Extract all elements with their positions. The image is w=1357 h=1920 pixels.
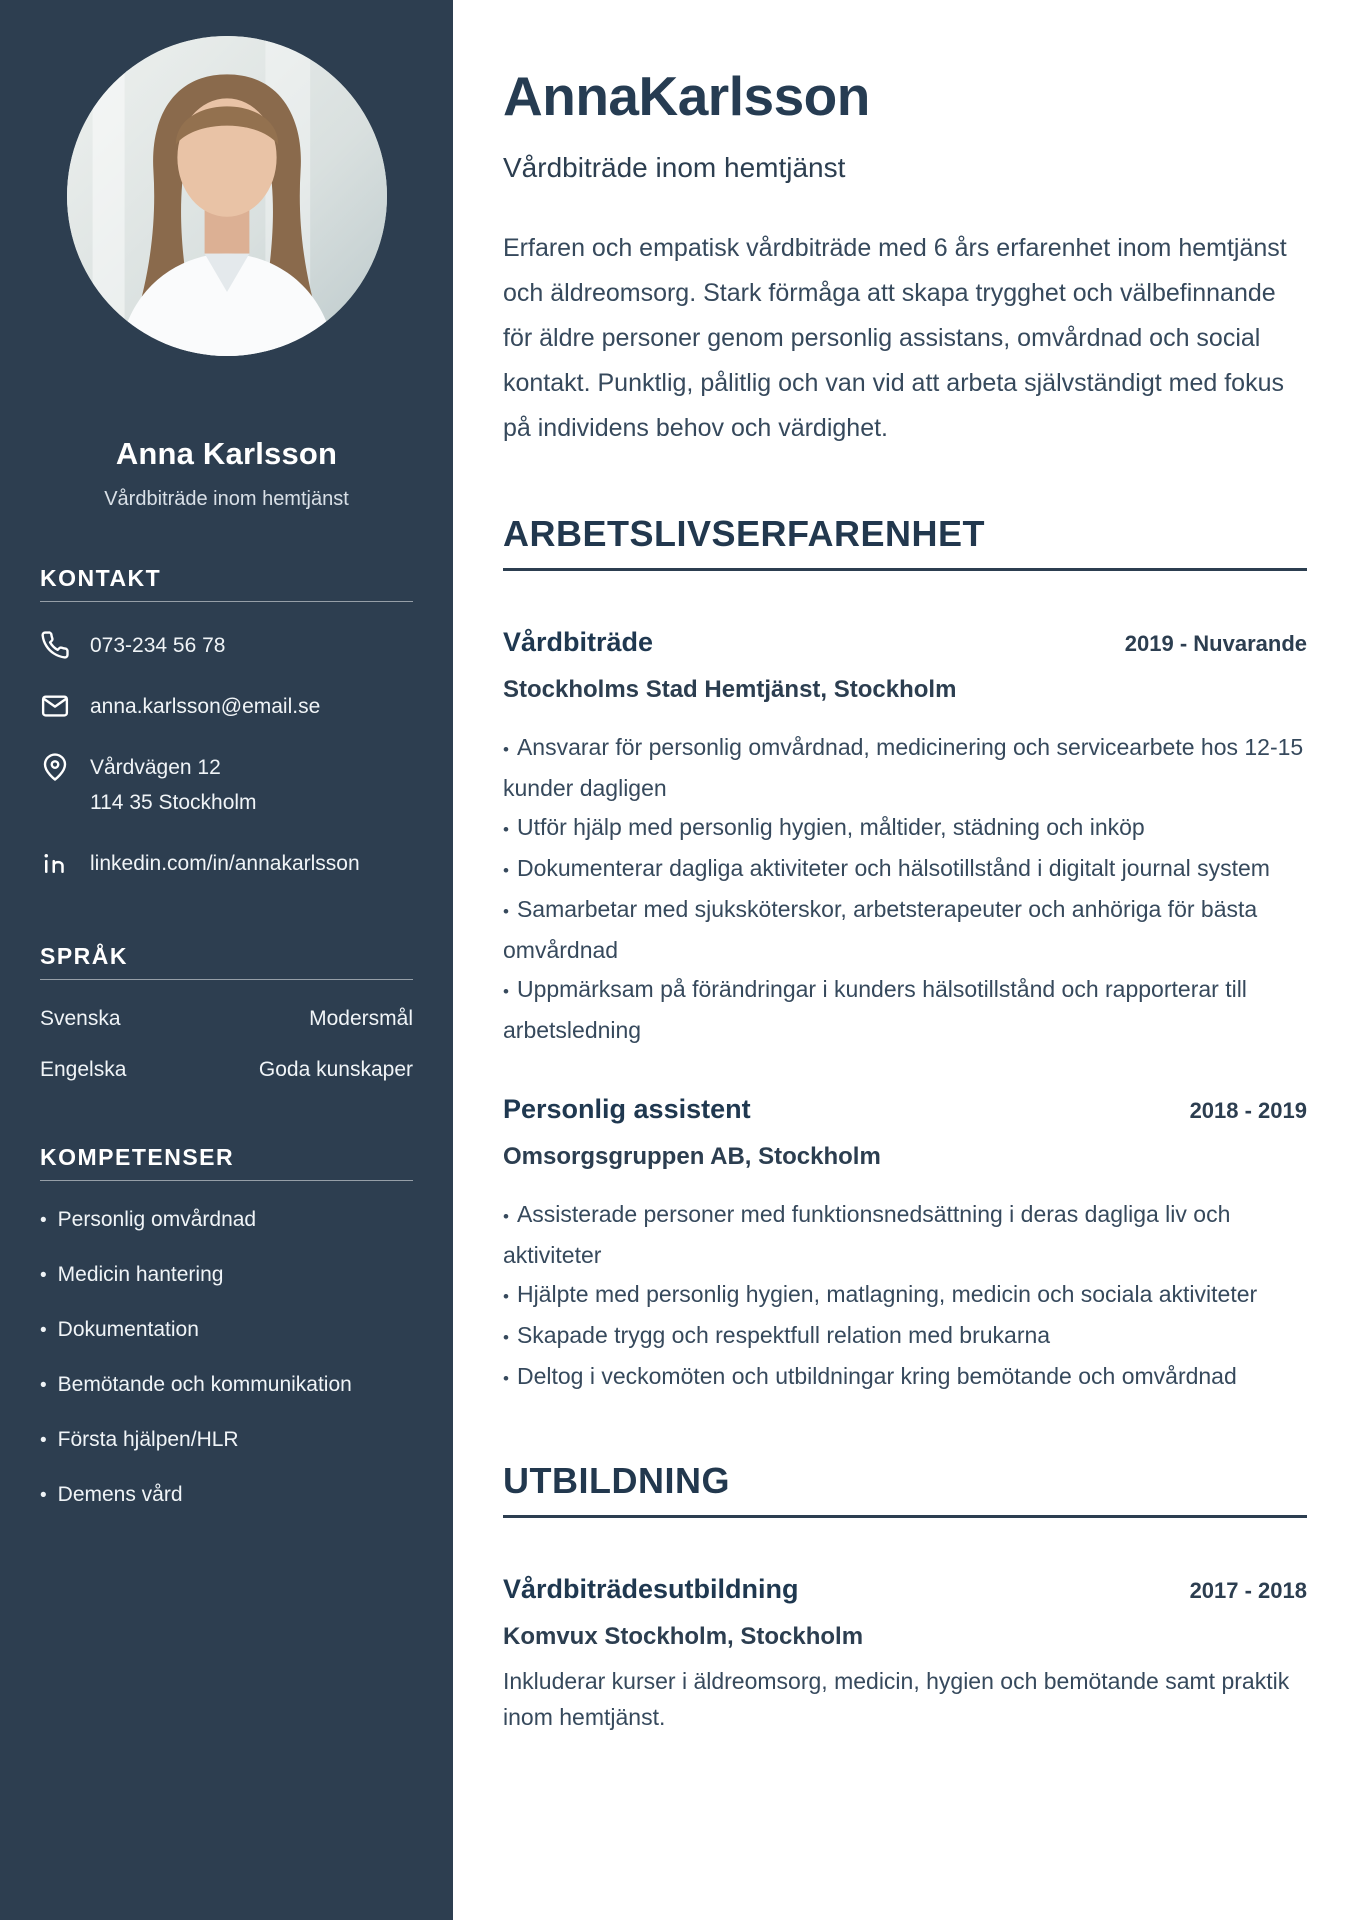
- contact-email-row: [40, 689, 413, 724]
- job-bullet-text: Assisterade personer med funktionsnedsättning i deras dagliga liv och aktiviteter: [503, 1201, 1231, 1268]
- contact-email: anna.karlsson@email.se: [90, 695, 321, 718]
- bullet-icon: •: [40, 1430, 47, 1451]
- page-title: AnnaKarlsson: [503, 65, 870, 127]
- education-item: [503, 1574, 1307, 1735]
- job-bullet: [503, 970, 1307, 1050]
- phone-icon: [40, 630, 72, 662]
- education-description: Inkluderar kurser i äldreomsorg, medicin, hygien och bemötande samt praktik inom hemtjänst.: [503, 1668, 1290, 1730]
- skills-heading: KOMPETENSER: [40, 1144, 413, 1181]
- language-row: [40, 1058, 413, 1082]
- job-title: Personlig assistent: [503, 1094, 751, 1124]
- profile-summary: Erfaren och empatisk vårdbiträde med 6 års erfarenhet inom hemtjänst och äldreomsorg. Stark förmåga att skapa trygghet och välbefinnande för äldre personer genom personlig assistans, omvårdnad och social kontakt. Punktlig, pålitlig och van vid att arbeta självständigt med fokus på individens behov och värdighet.: [503, 234, 1287, 442]
- skill-item: [40, 1314, 413, 1346]
- experience-heading: ARBETSLIVSERFARENHET: [503, 513, 1307, 571]
- job-title: Vårdbiträde: [503, 627, 654, 657]
- experience-item: [503, 1094, 1307, 1398]
- experience-item-header: [503, 627, 1307, 658]
- job-bullet: [503, 1195, 1307, 1275]
- skill-label: Bemötande och kommunikation: [57, 1373, 352, 1396]
- contact-phone-row: [40, 628, 413, 663]
- bullet-icon: •: [40, 1210, 47, 1231]
- experience-item: [503, 627, 1307, 1050]
- bullet-icon: •: [503, 902, 509, 921]
- job-bullet-text: Samarbetar med sjuksköterskor, arbetsterapeuter och anhöriga för bästa omvårdnad: [503, 896, 1258, 963]
- contact-linkedin-row: [40, 846, 413, 881]
- contact-phone: 073-234 56 78: [90, 634, 226, 657]
- profile-photo-illustration: [67, 36, 387, 356]
- skill-label: Medicin hantering: [57, 1263, 224, 1286]
- sidebar-name: Anna Karlsson: [115, 436, 338, 471]
- job-bullet-text: Uppmärksam på förändringar i kunders hälsotillstånd och rapporterar till arbetsledning: [503, 976, 1247, 1043]
- contact-address: [90, 750, 257, 820]
- skill-item: [40, 1204, 413, 1236]
- email-icon: [40, 691, 72, 723]
- languages-list: [40, 1007, 413, 1082]
- skill-label: Demens vård: [57, 1483, 183, 1506]
- languages-heading: SPRÅK: [40, 943, 413, 980]
- skills-list: [40, 1204, 413, 1511]
- job-bullet-list: [503, 728, 1307, 1050]
- bullet-icon: •: [40, 1265, 47, 1286]
- education-section: [503, 1460, 1307, 1735]
- experience-section: [503, 513, 1307, 1398]
- main-content: [453, 0, 1357, 1920]
- job-bullet: [503, 849, 1307, 890]
- contact-address-line2: 114 35 Stockholm: [90, 791, 257, 814]
- education-item-header: [503, 1574, 1307, 1605]
- sidebar-job-title: Vårdbiträde inom hemtjänst: [104, 488, 349, 510]
- education-title: Vårdbiträdesutbildning: [503, 1574, 799, 1604]
- job-period: 2019 - Nuvarande: [1124, 631, 1307, 656]
- bullet-icon: •: [503, 740, 509, 759]
- job-bullet-list: [503, 1195, 1307, 1398]
- bullet-icon: •: [503, 1369, 509, 1388]
- education-list: [503, 1574, 1307, 1735]
- bullet-icon: •: [503, 861, 509, 880]
- bullet-icon: •: [503, 1328, 509, 1347]
- linkedin-icon: [40, 848, 72, 880]
- bullet-icon: •: [503, 1287, 509, 1306]
- experience-item-header: [503, 1094, 1307, 1125]
- job-period: 2018 - 2019: [1189, 1098, 1307, 1123]
- skill-label: Dokumentation: [57, 1318, 199, 1341]
- bullet-icon: •: [503, 982, 509, 1001]
- profile-photo: [67, 36, 387, 356]
- skill-label: Första hjälpen/HLR: [57, 1428, 239, 1451]
- job-bullet-text: Utför hjälp med personlig hygien, måltider, städning och inköp: [516, 814, 1145, 840]
- language-name: Svenska: [40, 1007, 121, 1030]
- language-row: [40, 1007, 413, 1031]
- job-bullet-text: Hjälpte med personlig hygien, matlagning, medicin och sociala aktiviteter: [516, 1281, 1258, 1307]
- job-bullet: [503, 728, 1307, 808]
- language-level: Goda kunskaper: [258, 1058, 413, 1081]
- contact-address-row: [40, 750, 413, 820]
- job-bullet: [503, 808, 1307, 849]
- contact-address-line1: Vårdvägen 12: [90, 756, 221, 779]
- location-icon: [40, 752, 72, 784]
- job-bullet: [503, 1357, 1307, 1398]
- skill-item: [40, 1369, 413, 1401]
- job-company: Stockholms Stad Hemtjänst, Stockholm: [503, 676, 957, 703]
- bullet-icon: •: [40, 1485, 47, 1506]
- languages-section: [40, 943, 413, 1082]
- experience-list: [503, 627, 1307, 1398]
- contact-section: [40, 565, 413, 881]
- education-school: Komvux Stockholm, Stockholm: [503, 1623, 864, 1650]
- job-bullet: [503, 890, 1307, 970]
- bullet-icon: •: [503, 1207, 509, 1226]
- job-bullet-text: Deltog i veckomöten och utbildningar kring bemötande och omvårdnad: [516, 1363, 1237, 1389]
- job-bullet-text: Skapade trygg och respektfull relation med brukarna: [516, 1322, 1051, 1348]
- education-period: 2017 - 2018: [1189, 1578, 1307, 1603]
- job-bullet: [503, 1316, 1307, 1357]
- bullet-icon: •: [40, 1375, 47, 1396]
- bullet-icon: •: [40, 1320, 47, 1341]
- education-heading: UTBILDNING: [503, 1460, 1307, 1518]
- language-level: Modersmål: [309, 1007, 413, 1030]
- contact-heading: KONTAKT: [40, 565, 413, 602]
- page-subtitle: Vårdbiträde inom hemtjänst: [503, 152, 846, 183]
- bullet-icon: •: [503, 820, 509, 839]
- job-bullet-text: Ansvarar för personlig omvårdnad, medicinering och servicearbete hos 12-15 kunder dagligen: [503, 734, 1304, 801]
- skill-item: [40, 1259, 413, 1291]
- language-name: Engelska: [40, 1058, 127, 1081]
- job-company: Omsorgsgruppen AB, Stockholm: [503, 1143, 881, 1170]
- skills-section: [40, 1144, 413, 1511]
- skill-item: [40, 1424, 413, 1456]
- contact-linkedin: linkedin.com/in/annakarlsson: [90, 852, 360, 875]
- skill-label: Personlig omvårdnad: [57, 1208, 257, 1231]
- sidebar: [0, 0, 453, 1920]
- job-bullet-text: Dokumenterar dagliga aktiviteter och hälsotillstånd i digitalt journal system: [516, 855, 1270, 881]
- skill-item: [40, 1479, 413, 1511]
- job-bullet: [503, 1275, 1307, 1316]
